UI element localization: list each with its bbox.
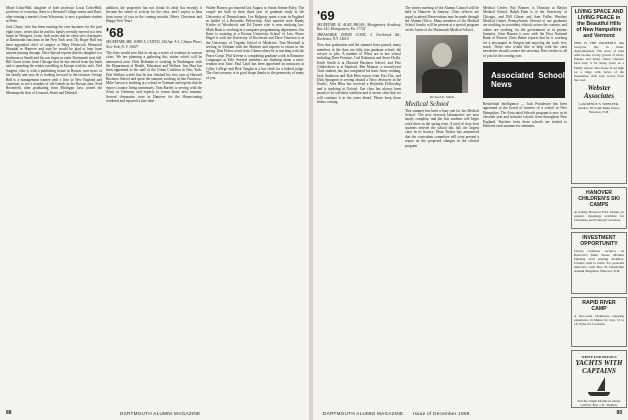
ad-title: INVESTMENT OPPORTUNITY xyxy=(580,235,618,247)
class-secretary-address: SECRETARY, MR. JOHN A. CURTIS, 104 Apt. A-1, Clinton Place, New York, N. Y. 10027 xyxy=(106,40,202,49)
sailboat-icon xyxy=(584,377,614,397)
page-number: 88 xyxy=(6,410,12,416)
ad-address: LAWRENCE S. WEBSTER, Realtor, 85 South Main Street, Hanover, N.H. xyxy=(578,101,620,115)
paragraph: Jack Chase, who has been running his own business for the past eight years, writes that he and his family recently moved to a new home in Westport, Conn. Jack notes that he often sees classmates at Dartmouth functions in the New York area. Dr. Roger Hall has been appointed chief of surgery at Mary Hitchcock Memorial Hospital in Hanover and says he would be glad to hear from anyone passing through. Dave Spivak reports that his daughter is a freshman at Smith and his son hopes to enter Dartmouth next fall. Bill Grant writes from Chicago that he has retired from the bank and is spending the winter travelling in Europe with his wife. Ned Sargent, who is with a publishing house in Boston, sent news of his family and says he is looking forward to the reunion. George Bell is a management trainee with a firm in New England and continues to see a number of old friends in the Boston area. Fred Rosenfeld, after graduating from Michigan Law, joined the Minneapolis firm of Leonard, Street and Deinard. xyxy=(6,25,102,95)
portrait-suit xyxy=(422,69,462,93)
left-column-1 xyxy=(6,6,102,406)
right-column-3 xyxy=(405,6,479,406)
rapid-river-camp-ad xyxy=(571,297,627,347)
ad-body: At Ashley House in Etna. Details on request. Openings available for Christmas and February vacations. xyxy=(574,210,624,223)
paragraph: This summer has been a busy one for the Medical School. The new research laboratories are now nearly complete, and the first students will begin work there in the spring term. A total of sixty-four students entered the school this fall, the largest class in its history. Dean Tucker has announced that the curriculum committee will soon present a report on the proposed changes in the clinical program. xyxy=(405,108,479,148)
ad-agency: Webster Associates xyxy=(584,83,614,100)
right-column-2 xyxy=(483,6,567,406)
ad-note: WRITE FOR DETAILS xyxy=(581,355,617,359)
class-heading-69: '69 xyxy=(317,8,335,23)
class-treasurer-address: TREASURER, DAVID COOK, 2 Overbrook Rd., Rochester, N.Y. 14610 xyxy=(317,32,401,42)
ad-title: RAPID RIVER CAMP xyxy=(582,300,616,312)
left-column-3 xyxy=(206,6,304,406)
medical-school-heading: Medical School xyxy=(405,100,449,109)
paragraph: The winter meeting of the Alumni Council will be held in Hanover in January. Class officers are urged to attend. Reservations may be made through the Alumni Office. Many members of the Medical School faculty will be present at a special program on the future of the Dartmouth Medical School. xyxy=(405,6,479,32)
ad-headline: YACHTS WITH CAPTAINS xyxy=(575,359,623,376)
paragraph: The class would now like to set up a series of reunions in various cities. We are planning a gathering this winter which will be announced soon. Dick Rothman is working in Washington with the Department of Health, Education and Welfare. Jim Hart has been appointed to the staff of the Urban Coalition in New York. Pete Wallace writes that he has finished his first year at Harvard Business School and spent the summer working in San Francisco. Mike Larson is teaching at a school in Vermont and reports that he enjoys country living immensely. Tom Barrett is serving with the Army in Germany and expects to return home next summer. Several classmates were in Hanover for the Homecoming weekend and reported a fine time. xyxy=(106,51,202,103)
running-head: DARTMOUTH ALUMNI MAGAZINE xyxy=(323,411,404,416)
paragraph: Medical Center, Bro Bonner, is Houston at Baylor Medical School, Ralph Palm is at the University of Chicago, and Bill Glaser and Sam Fuller, Hershey Medical Center, Pennsylvania. Several of our graduates are teaching in secondary schools across the country, and others are working for the government or in private business. John Hansen is now with the First National Bank of Boston. Chris Baker reports that he is working for a newspaper in Oregon and enjoying the work very much. Those who would like to help with the class newsletter should contact the secretary. Best wishes to all of you for the coming year. xyxy=(483,6,567,58)
sail-shape xyxy=(597,377,605,391)
portrait-photo xyxy=(416,35,468,93)
paragraph: Marie Cohn-Bhil, daughter of both professor Louis Cohn-Bhil, professor of economy, there is a Bernard College senior and Dave, after earning a master's from Wisconsin, is now a graduate student at Penn. xyxy=(6,6,102,24)
left-page xyxy=(0,0,309,420)
ad-body: A five-week wilderness canoeing experience in Maine for boys 13 to 16. Write for brochure. xyxy=(574,314,624,327)
paragraph: Walter Baynes got married last August to Susan Jeanne Foley. The couple are both in their third year of graduate study at the University of Pennsylvania. Lee Ridgway spent a year in England as holder of a Reynolds Fellowship. Also married were Randy Kistler of Woodstock and Ed Turner who is now studying law. Mark Butts is working in a computer programming department. Jim Kane is assisting at a Boston University School of Law. Bruce Hugel is with the University of Rochester and Dave Thurston is at the University of Virginia School of Medicine. Tom Marshall is serving in Vietnam with the Marines and expects to return in the spring. Don Fisher wrote from Ghana where he is teaching with the Peace Corps. Phil Greene is completing graduate work in Romance Languages at Yale. Several members are thinking about a mini-reunion next June. Paul Laird has been appointed an instructor at Colby College and Rick Vaughn is a law clerk for a federal judge. The class treasury is in good shape thanks to the generosity of many of you. xyxy=(206,6,304,80)
ad-body: Sail the Virgin Islands in winter comfort. Box 1 St. Thomas. xyxy=(577,399,621,408)
paragraph: Now that graduation and the summer have passed, many members of the class are fully into graduate school, the service or jobs. A number of '69ers are in law school including Dave Prentice, Carl Robinson and Steve Hollis. Keith Smith is at Harvard Business School, and Pete Gildersleeve is at Stanford. Ben Munroe, a second-year Tuck student, has just completed his basic Army training. Jack Anderson and Bob Hess report from Fort Dix, and Dick Spurgeon is serving aboard a Navy destroyer in the Pacific. Alex Bliss has received a Reynolds Fellowship and is studying at Oxford. Our class has always been proud of its scholarly tradition and it seems clear that we will continue it in the years ahead. Please keep those letters coming. xyxy=(317,43,401,104)
ski-camps-ad xyxy=(571,187,627,229)
ad-body: THIS IS THE PROPERTY that everyone has in mind. Approximately 750 acres of land with brooks, lovely groves of birch, maples and many others. Owners have kept it for many years as a family retreat. The house is set high on a ridge with views of the mountains, with easy access from the road. xyxy=(574,41,624,82)
investment-ad xyxy=(571,232,627,294)
page-number: 89 xyxy=(616,410,622,416)
banner-title: Associated School News xyxy=(491,71,565,90)
ad-body: Choice business location on Hanover's Main Street. Modern building with parking facilities. Owners wish to retire. For personal interview write Box B, Dartmouth Alumni Magazine, Hanover, N.H. xyxy=(574,249,624,274)
right-column-1 xyxy=(317,6,401,406)
ad-title: HANOVER CHILDREN'S SKI CAMPS xyxy=(578,190,620,208)
ad-title: LIVING SPACE AND LIVING PEACE in the Beautiful Hills of New Hampshire and Vermont xyxy=(574,9,624,39)
yachts-ad xyxy=(571,350,627,408)
portrait-face xyxy=(432,43,452,67)
photo-caption: Richard R. Smith xyxy=(430,95,454,100)
associated-school-news-banner xyxy=(483,62,565,98)
class-secretary-address: SECRETARY, R. ALAN PAGAN, Montgomery Academy, Box 141, Montgomery, Pa. 17752 xyxy=(317,23,401,32)
class-heading-68: '68 xyxy=(106,25,124,41)
right-page xyxy=(313,0,628,420)
living-space-ad xyxy=(571,6,627,184)
paragraph: Residential Intelligence — Jack Poindexter has been appointed to the board of trustees of a school in New Hampshire. The Associated Schools program is now in its eleventh year and includes schools from throughout New England. Teachers from these schools are invited to Hanover each summer for seminars. xyxy=(483,102,567,128)
left-column-2 xyxy=(106,6,202,406)
paragraph: addition, the properties has not found its ideal but recently it became the centre of activity for the class, and I expect to hear from many of you in the coming months. Merry Christmas and Happy New Year! xyxy=(106,6,202,24)
running-head: DARTMOUTH ALUMNI MAGAZINE xyxy=(120,411,201,416)
running-head-issue: Issue of December 1969 xyxy=(413,411,470,416)
hull-shape xyxy=(588,392,610,396)
